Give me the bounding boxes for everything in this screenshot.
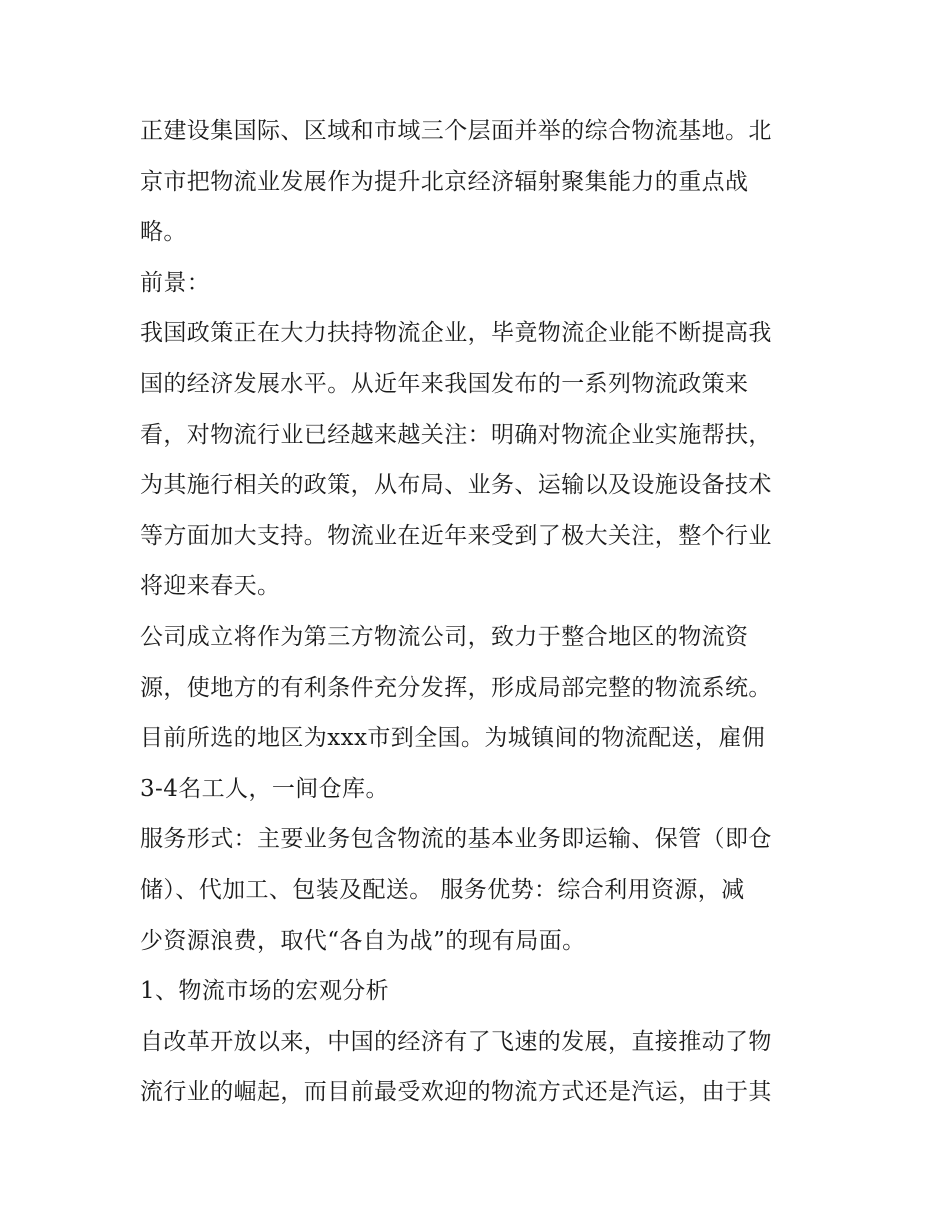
document-body bbox=[140, 106, 820, 1118]
text-line: 流行业的崛起，而目前最受欢迎的物流方式还是汽运，由于其 bbox=[140, 1079, 772, 1106]
text-line: 国的经济发展水平。从近年来我国发布的一系列物流政策来 bbox=[140, 370, 749, 397]
text-line: 为其施行相关的政策，从布局、业务、运输以及设施设备技术 bbox=[140, 472, 772, 499]
text-line: 将迎来春天。 bbox=[140, 573, 281, 600]
text-line: 略。 bbox=[140, 219, 187, 246]
text-line: 京市把物流业发展作为提升北京经济辐射聚集能力的重点战 bbox=[140, 168, 749, 195]
text-line: 源，使地方的有利条件充分发挥，形成局部完整的物流系统。 bbox=[140, 674, 772, 701]
text-line: 看，对物流行业已经越来越关注：明确对物流企业实施帮扶， bbox=[140, 421, 772, 448]
text-line: 3-4名工人，一间仓库。 bbox=[140, 775, 389, 802]
text-line: 服务形式：主要业务包含物流的基本业务即运输、保管（即仓 bbox=[140, 826, 772, 853]
text-line: 少资源浪费，取代“各自为战”的现有局面。 bbox=[140, 927, 586, 954]
text-line: 储）、代加工、包装及配送。 服务优势：综合利用资源，减 bbox=[140, 876, 745, 903]
section-heading-macro-analysis: 1、物流市场的宏观分析 bbox=[140, 978, 390, 1005]
text-line: 等方面加大支持。物流业在近年来受到了极大关注，整个行业 bbox=[140, 522, 772, 549]
text-line: 自改革开放以来，中国的经济有了飞速的发展，直接推动了物 bbox=[140, 1028, 772, 1055]
text-line: 正建设集国际、区域和市域三个层面并举的综合物流基地。北 bbox=[140, 118, 772, 144]
text-line: 目前所选的地区为xxx市到全国。为城镇间的物流配送，雇佣 bbox=[140, 725, 766, 752]
section-heading-prospects: 前景： bbox=[140, 269, 211, 296]
text-line: 公司成立将作为第三方物流公司，致力于整合地区的物流资 bbox=[140, 623, 749, 650]
text-line: 我国政策正在大力扶持物流企业，毕竟物流企业能不断提高我 bbox=[140, 320, 772, 347]
